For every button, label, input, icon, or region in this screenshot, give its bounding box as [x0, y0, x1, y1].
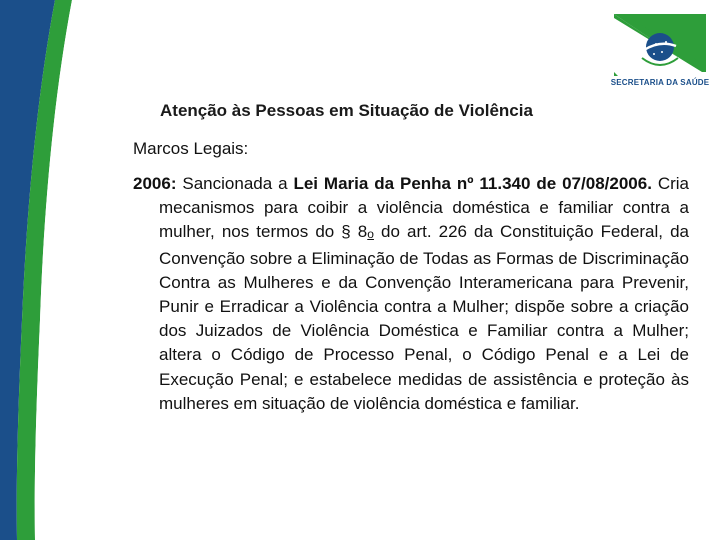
decorative-side-band: [0, 0, 120, 540]
slide-subtitle: Marcos Legais:: [133, 139, 249, 158]
slide-title: Atenção às Pessoas em Situação de Violência: [160, 101, 533, 120]
year-label: 2006:: [133, 174, 177, 193]
logo-caption: SECRETARIA DA SAÚDE: [610, 78, 710, 87]
text-part-1: Sancionada a: [176, 174, 294, 193]
law-name: Lei Maria da Penha nº 11.340 de 07/08/2006.: [293, 174, 652, 193]
text-part-2: Cria mecanismos para coibir a violência doméstica e familiar contra a mulher, nos termos do § 8: [159, 174, 689, 242]
ordinal-mark: o: [367, 227, 374, 242]
law-paragraph: [133, 172, 689, 416]
text-part-3: do art. 226 da Constituição Federal, da Convenção sobre a Eliminação de Todas as Formas de Discriminação Contra as Mulheres e da Convenção Interamericana para Prevenir, Punir e Erradicar a Violência contra a Mulher; dispõe sobre a criação dos Juizados de Violência Doméstica e Familiar contra a Mulher; altera o Código de Processo Penal, o Código Penal e a Lei de Execução Penal; e estabelece medidas de assistência e proteção às mulheres em situação de violência doméstica e familiar.: [159, 222, 689, 413]
